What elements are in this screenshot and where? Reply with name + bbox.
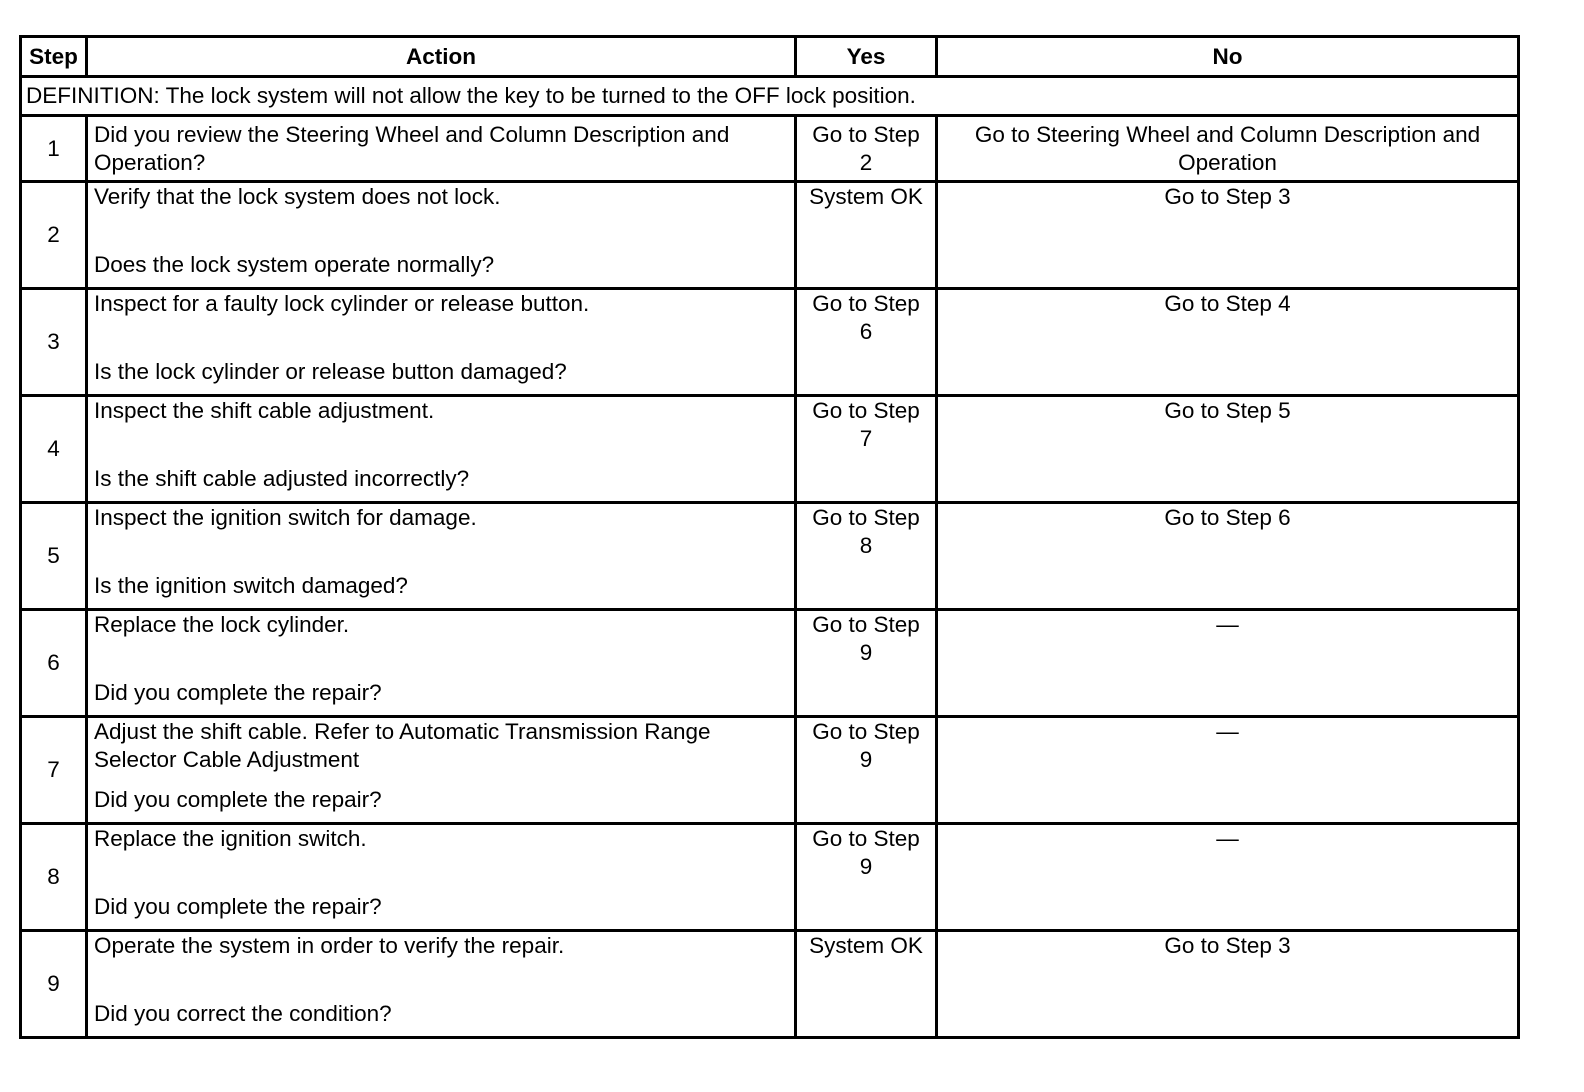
yes-cell: Go to Step 7 — [796, 396, 937, 503]
action-cell — [87, 931, 796, 1038]
step-number: 4 — [21, 396, 87, 503]
action-cell — [87, 717, 796, 824]
action-question: Is the ignition switch damaged? — [94, 573, 408, 598]
action-instruction: Replace the lock cylinder. — [94, 612, 350, 637]
action-instruction: Inspect the ignition switch for damage. — [94, 505, 477, 530]
table-row — [21, 717, 1519, 824]
header-no: No — [937, 37, 1519, 77]
action-instruction: Inspect for a faulty lock cylinder or release button. — [94, 291, 590, 316]
header-step: Step — [21, 37, 87, 77]
diagnostic-table — [19, 35, 1520, 1039]
yes-cell: Go to Step 6 — [796, 289, 937, 396]
no-cell: Go to Step 3 — [937, 182, 1519, 289]
definition-text: DEFINITION: The lock system will not allow the key to be turned to the OFF lock position. — [21, 77, 1519, 116]
definition-row — [21, 77, 1519, 116]
action-question: Does the lock system operate normally? — [94, 252, 495, 277]
no-cell: — — [937, 717, 1519, 824]
action-cell — [87, 396, 796, 503]
action-instruction: Adjust the shift cable. Refer to Automatic Transmission Range Selector Cable Adjustment — [94, 719, 711, 772]
action-instruction: Replace the ignition switch. — [94, 826, 367, 851]
action-cell — [87, 289, 796, 396]
step-number: 2 — [21, 182, 87, 289]
no-cell: Go to Step 3 — [937, 931, 1519, 1038]
action-cell — [87, 116, 796, 182]
action-instruction: Verify that the lock system does not lock. — [94, 184, 501, 209]
no-cell: Go to Step 6 — [937, 503, 1519, 610]
header-yes: Yes — [796, 37, 937, 77]
action-cell — [87, 182, 796, 289]
step-number: 8 — [21, 824, 87, 931]
action-cell — [87, 824, 796, 931]
header-action: Action — [87, 37, 796, 77]
no-cell: Go to Step 4 — [937, 289, 1519, 396]
yes-cell: Go to Step 9 — [796, 717, 937, 824]
step-number: 5 — [21, 503, 87, 610]
yes-cell: Go to Step 2 — [796, 116, 937, 182]
yes-cell: System OK — [796, 182, 937, 289]
step-number: 7 — [21, 717, 87, 824]
table-row — [21, 182, 1519, 289]
action-question: Is the shift cable adjusted incorrectly? — [94, 466, 470, 491]
step-number: 6 — [21, 610, 87, 717]
table-row — [21, 116, 1519, 182]
yes-cell: Go to Step 8 — [796, 503, 937, 610]
table-row — [21, 610, 1519, 717]
action-instruction: Operate the system in order to verify the repair. — [94, 933, 565, 958]
yes-cell: Go to Step 9 — [796, 610, 937, 717]
yes-cell: System OK — [796, 931, 937, 1038]
action-instruction: Inspect the shift cable adjustment. — [94, 398, 435, 423]
no-cell: Go to Step 5 — [937, 396, 1519, 503]
action-question: Did you review the Steering Wheel and Column Description and Operation? — [94, 121, 730, 175]
table-row — [21, 289, 1519, 396]
header-row — [21, 37, 1519, 77]
action-question: Did you complete the repair? — [94, 680, 382, 705]
table-row — [21, 931, 1519, 1038]
yes-cell: Go to Step 9 — [796, 824, 937, 931]
table-row — [21, 824, 1519, 931]
action-question: Is the lock cylinder or release button damaged? — [94, 359, 567, 384]
action-question: Did you complete the repair? — [94, 894, 382, 919]
action-cell — [87, 503, 796, 610]
step-number: 1 — [21, 116, 87, 182]
table-row — [21, 396, 1519, 503]
action-cell — [87, 610, 796, 717]
step-number: 9 — [21, 931, 87, 1038]
step-number: 3 — [21, 289, 87, 396]
no-cell: — — [937, 610, 1519, 717]
no-cell: Go to Steering Wheel and Column Description and Operation — [937, 116, 1519, 182]
table-row — [21, 503, 1519, 610]
action-question: Did you complete the repair? — [94, 787, 382, 812]
action-question: Did you correct the condition? — [94, 1001, 392, 1026]
no-cell: — — [937, 824, 1519, 931]
